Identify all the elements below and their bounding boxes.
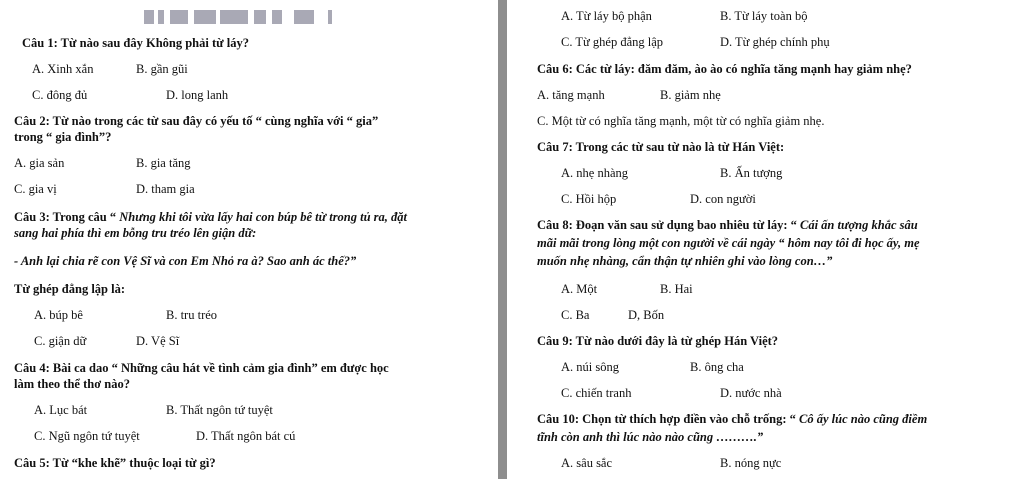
q7-title: Câu 7: Trong các từ sau từ nào là từ Hán Việt:: [537, 140, 785, 154]
q8-quote-line2: mãi mãi trong lòng một con người về cái ngày “ hôm nay tôi đi học ấy, mẹ: [537, 236, 920, 250]
q1-option-a: A. Xinh xắn: [32, 62, 94, 76]
q8-option-c: C. Ba: [561, 308, 590, 322]
q4-option-b: B. Thất ngôn tứ tuyệt: [166, 403, 273, 417]
q4-option-c: C. Ngũ ngôn tứ tuyệt: [34, 429, 140, 443]
q6-option-b: B. giảm nhẹ: [660, 88, 721, 102]
q8-prefix: Câu 8: Đoạn văn sau sử dụng bao nhiêu từ láy: “: [537, 218, 797, 232]
q9-option-c: C. chiến tranh: [561, 386, 632, 400]
q5-option-d: D. Từ ghép chính phụ: [720, 35, 830, 49]
q10-quote-line1: Cô ấy lúc nào cũng điềm: [795, 412, 928, 426]
q4-option-d: D. Thất ngôn bát cú: [196, 429, 296, 443]
q8-option-b: B. Hai: [660, 282, 693, 296]
q8-title-line1: [537, 218, 918, 233]
q1-option-c: C. đông đủ: [32, 88, 88, 102]
q8-option-d: D, Bốn: [628, 308, 665, 322]
q1-option-b: B. gần gũi: [136, 62, 188, 76]
q3-quote-line3: - Anh lại chia rẽ con Vệ Sĩ và con Em Nhỏ ra à? Sao anh ác thế?”: [14, 254, 357, 268]
right-page: [507, 0, 1024, 479]
q6-option-a: A. tăng mạnh: [537, 88, 605, 102]
q10-prefix: Câu 10: Chọn từ thích hợp điền vào chỗ trống: “: [537, 412, 796, 426]
q10-title-line1: [537, 412, 927, 427]
q3-option-b: B. tru tréo: [166, 308, 218, 322]
q3-quote-line2: sang hai phía thì em bỗng tru tréo lên giận dữ:: [14, 226, 257, 240]
q5-option-b: B. Từ láy toàn bộ: [720, 9, 808, 23]
q9-option-b: B. ông cha: [690, 360, 744, 374]
q10-quote-line2: tĩnh còn anh thì lúc nào nào cũng ……….”: [537, 430, 764, 444]
q7-option-c: C. Hồi hộp: [561, 192, 617, 206]
page-divider: [498, 0, 507, 479]
q8-option-a: A. Một: [561, 282, 598, 296]
left-page: [0, 0, 498, 479]
q5-option-a: A. Từ láy bộ phận: [561, 9, 652, 23]
q6-option-c: C. Một từ có nghĩa tăng mạnh, một từ có nghĩa giảm nhẹ.: [537, 114, 825, 128]
q9-title: Câu 9: Từ nào dưới đây là từ ghép Hán Việt?: [537, 334, 779, 348]
q2-title-line2: trong “ gia đình”?: [14, 130, 112, 144]
q9-option-a: A. núi sông: [561, 360, 619, 374]
q9-option-d: D. nước nhà: [720, 386, 782, 400]
q4-option-a: A. Lục bát: [34, 403, 88, 417]
q3-option-c: C. giận dữ: [34, 334, 87, 348]
q7-option-a: A. nhẹ nhàng: [561, 166, 628, 180]
redacted-header: [144, 10, 334, 24]
q1-option-d: D. long lanh: [166, 88, 229, 102]
q3-title-line1: [14, 210, 407, 225]
q10-option-b: B. nóng nực: [720, 456, 782, 470]
q2-option-c: C. gia vị: [14, 182, 57, 196]
q2-option-d: D. tham gia: [136, 182, 195, 196]
q4-title-line2: làm theo thể thơ nào?: [14, 377, 130, 391]
q3-prefix: Câu 3: Trong câu “: [14, 210, 117, 224]
q2-option-a: A. gia sản: [14, 156, 65, 170]
q2-option-b: B. gia tăng: [136, 156, 191, 170]
q7-option-b: B. Ấn tượng: [720, 166, 783, 180]
q2-title-line1: Câu 2: Từ nào trong các từ sau đây có yếu tố “ cùng nghĩa với “ gia”: [14, 114, 379, 128]
q3-option-a: A. búp bê: [34, 308, 83, 322]
q8-quote-line3: muốn nhẹ nhàng, cẩn thận tự nhiên ghi vào lòng con…”: [537, 254, 833, 268]
q1-title: Câu 1: Từ nào sau đây Không phải từ láy?: [22, 36, 249, 50]
q3-subtitle: Từ ghép đẳng lập là:: [14, 282, 126, 296]
q6-title: Câu 6: Các từ láy: đăm đăm, ào ào có nghĩa tăng mạnh hay giảm nhẹ?: [537, 62, 912, 76]
q5-title: Câu 5: Từ “khe khẽ” thuộc loại từ gì?: [14, 456, 216, 470]
q7-option-d: D. con người: [690, 192, 756, 206]
q10-option-a: A. sâu sắc: [561, 456, 613, 470]
q3-option-d: D. Vệ Sĩ: [136, 334, 180, 348]
q4-title-line1: Câu 4: Bài ca dao “ Những câu hát về tình cảm gia đình” em được học: [14, 361, 389, 375]
q3-quote-line1: Nhưng khi tôi vừa lấy hai con búp bê từ trong tủ ra, đặt: [116, 210, 408, 224]
q8-quote-line1: Cái ấn tượng khắc sâu: [796, 218, 918, 232]
q5-option-c: C. Từ ghép đẳng lập: [561, 35, 664, 49]
